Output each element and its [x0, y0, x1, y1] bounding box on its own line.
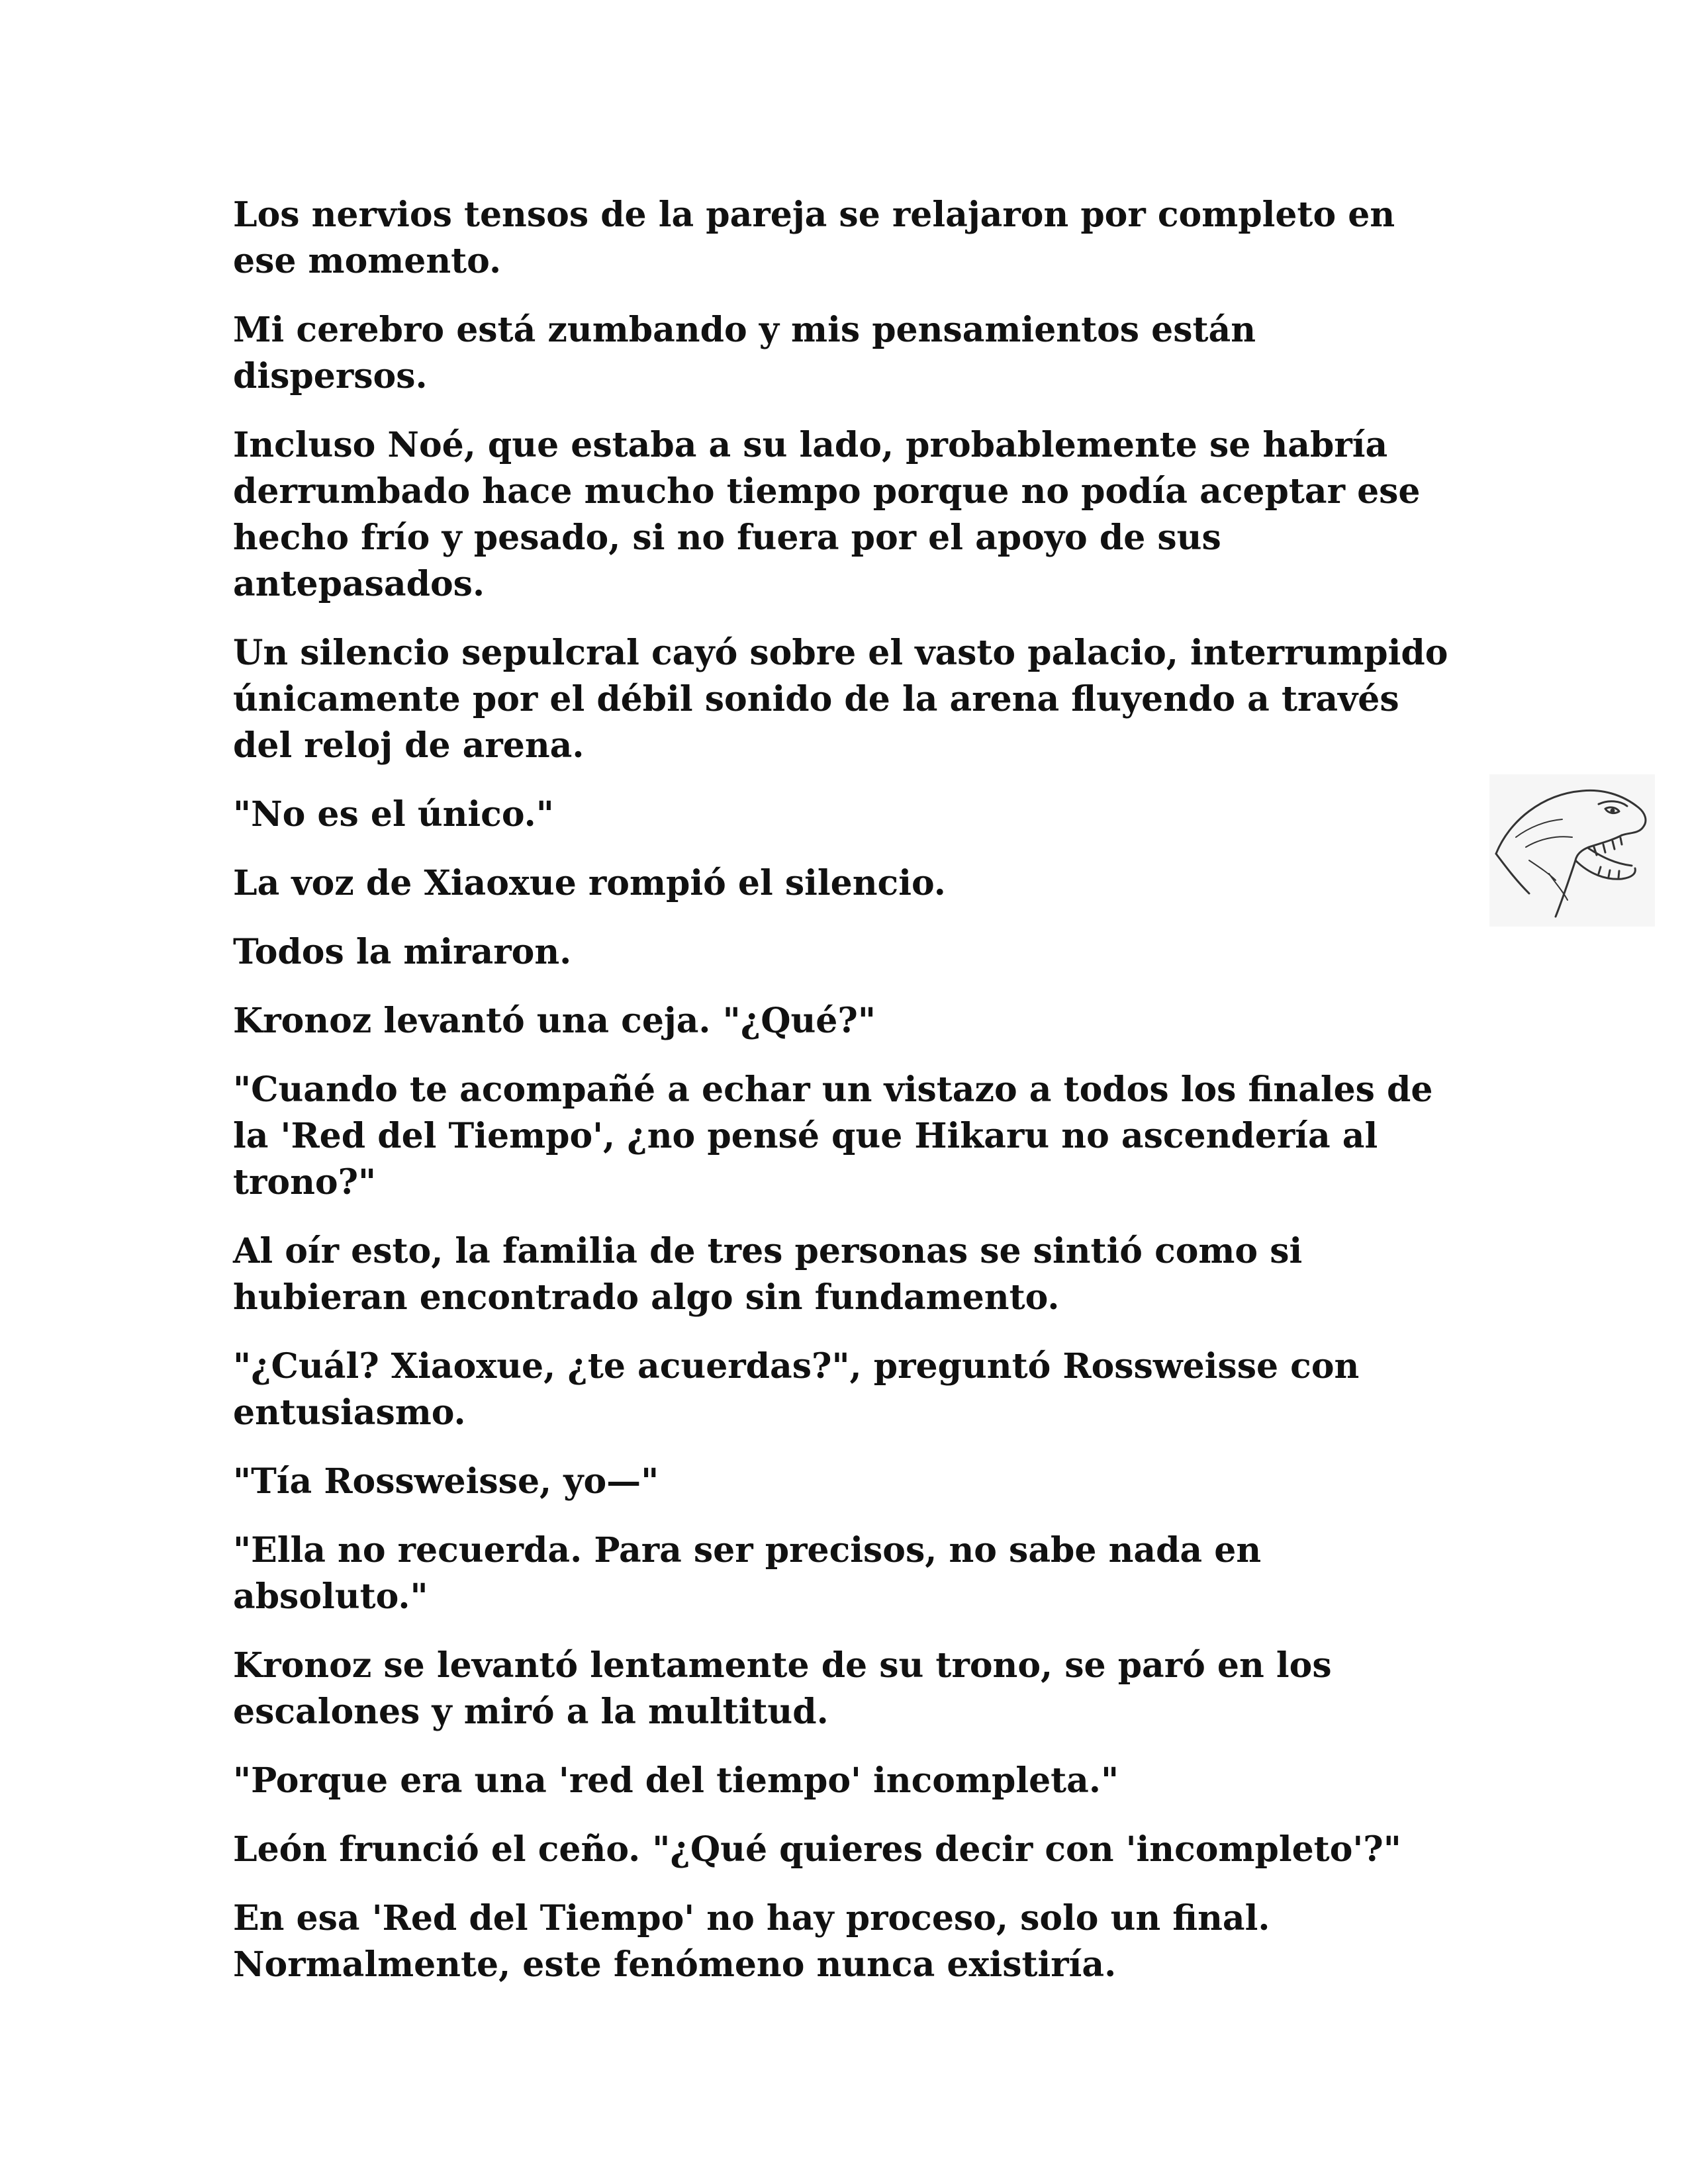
paragraph: Incluso Noé, que estaba a su lado, probablemente se habría derrumbado hace mucho tiempo porque no podía aceptar ese hecho frío y pesado, si no fuera por el apoyo de sus antepasados. — [233, 425, 1421, 604]
paragraph: La voz de Xiaoxue rompió el silencio. — [233, 863, 946, 903]
paragraph: Kronoz se levantó lentamente de su trono, se paró en los escalones y miró a la multitud. — [233, 1645, 1332, 1732]
paragraph: "¿Cuál? Xiaoxue, ¿te acuerdas?", preguntó Rossweisse con entusiasmo. — [233, 1346, 1360, 1433]
paragraph: Los nervios tensos de la pareja se relajaron por completo en ese momento. — [233, 195, 1395, 281]
paragraph: "Ella no recuerda. Para ser precisos, no sabe nada en absoluto." — [233, 1530, 1262, 1617]
paragraph: Un silencio sepulcral cayó sobre el vasto palacio, interrumpido únicamente por el débil sonido de la arena fluyendo a través del reloj de arena. — [233, 633, 1448, 766]
text-body — [233, 192, 1458, 2011]
paragraph: Todos la miraron. — [233, 932, 572, 972]
paragraph: En esa 'Red del Tiempo' no hay proceso, solo un final. Normalmente, este fenómeno nunca existiría. — [233, 1898, 1270, 1985]
paragraph: "Porque era una 'red del tiempo' incompleta." — [233, 1760, 1119, 1801]
paragraph: León frunció el ceño. "¿Qué quieres decir con 'incompleto'?" — [233, 1829, 1401, 1870]
paragraph: "Tía Rossweisse, yo—" — [233, 1461, 659, 1502]
dinosaur-head-sketch-icon — [1489, 774, 1655, 927]
paragraph: Mi cerebro está zumbando y mis pensamientos están dispersos. — [233, 310, 1256, 396]
paragraph: Kronoz levantó una ceja. "¿Qué?" — [233, 1001, 876, 1041]
paragraph: Al oír esto, la familia de tres personas se sintió como si hubieran encontrado algo sin fundamento. — [233, 1231, 1303, 1318]
paragraph: "No es el único." — [233, 794, 554, 835]
paragraph: "Cuando te acompañé a echar un vistazo a todos los finales de la 'Red del Tiempo', ¿no pensé que Hikaru no ascendería al trono?" — [233, 1069, 1433, 1203]
